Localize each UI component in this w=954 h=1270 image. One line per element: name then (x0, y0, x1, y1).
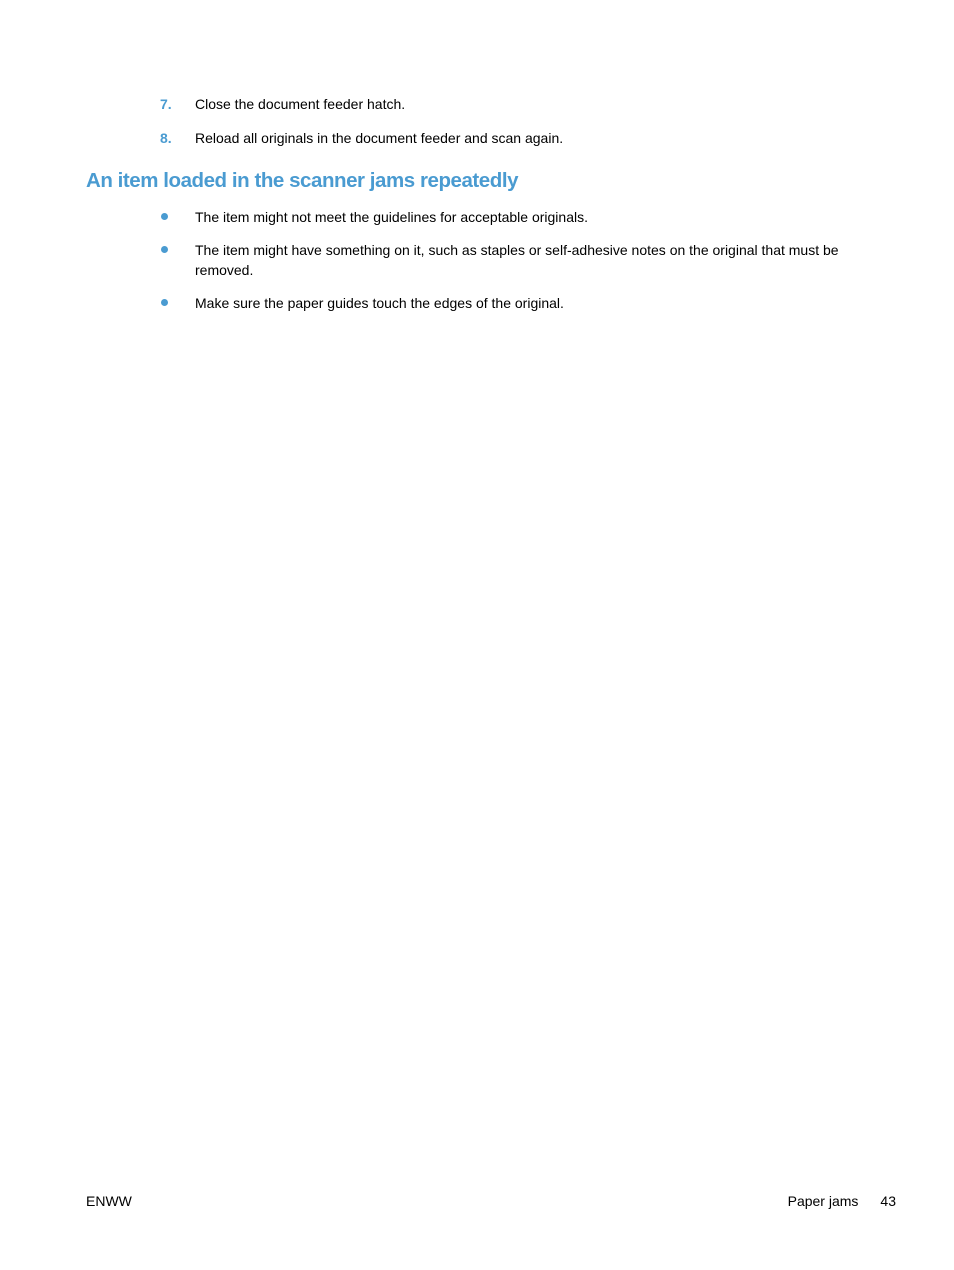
list-item (0, 207, 954, 227)
footer-section-name: Paper jams (787, 1193, 859, 1209)
footer-page-info (788, 1191, 896, 1211)
bullet-text: The item might have something on it, such as staples or self-adhesive notes on the original that must be removed. (195, 242, 839, 278)
bullet-list (0, 207, 954, 326)
numbered-steps-list (0, 94, 954, 162)
bullet-text: The item might not meet the guidelines for acceptable originals. (195, 209, 588, 225)
list-item-step-8 (0, 128, 954, 148)
list-item (0, 293, 954, 313)
step-number: 7. (160, 96, 172, 112)
footer-doc-code: ENWW (86, 1193, 132, 1209)
page-number: 43 (880, 1193, 896, 1209)
step-text: Reload all originals in the document feeder and scan again. (195, 130, 564, 146)
step-number: 8. (160, 130, 172, 146)
section-heading: An item loaded in the scanner jams repeatedly (86, 169, 519, 192)
step-text: Close the document feeder hatch. (195, 96, 406, 112)
bullet-icon (161, 299, 168, 306)
bullet-icon (161, 213, 168, 220)
list-item (0, 240, 954, 280)
bullet-icon (161, 246, 168, 253)
list-item-step-7 (0, 94, 954, 114)
bullet-text: Make sure the paper guides touch the edges of the original. (195, 295, 564, 311)
